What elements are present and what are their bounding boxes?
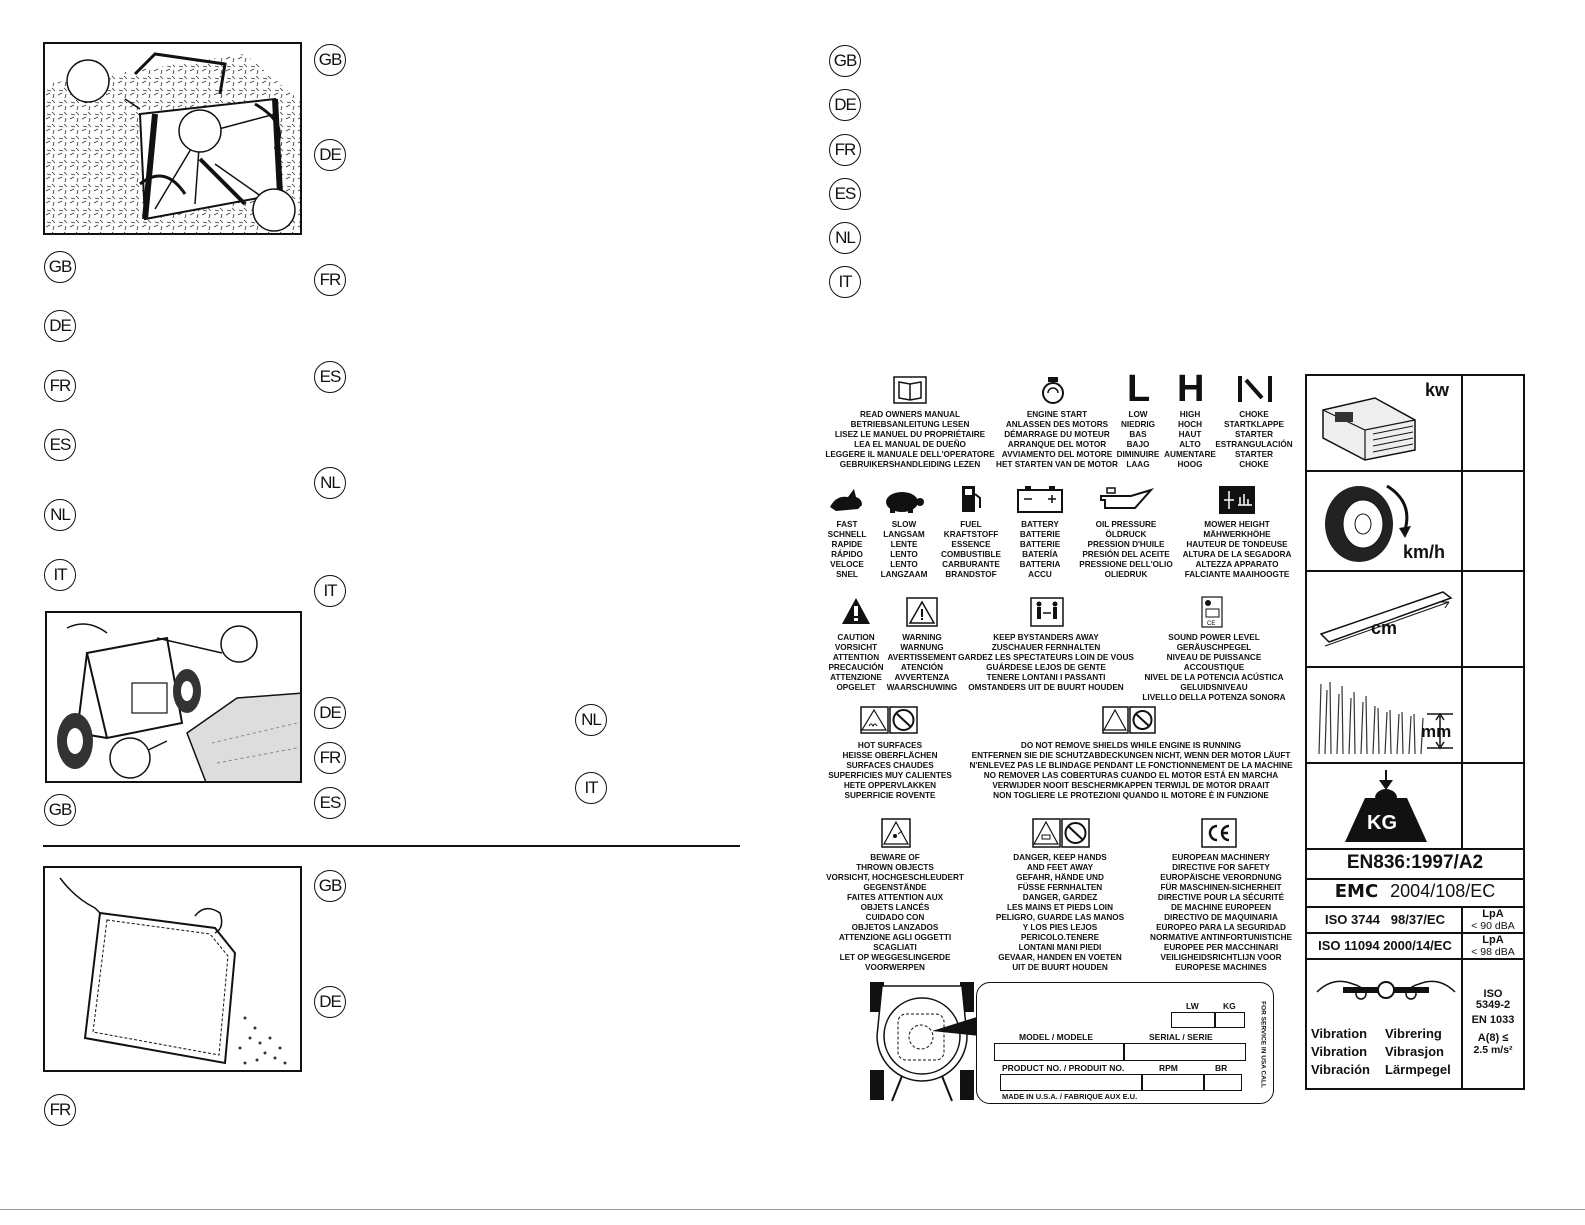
vibration-word: Vibración — [1311, 1062, 1371, 1077]
plate-serial-label: SERIAL / SERIE — [1149, 1032, 1213, 1042]
spec-divider — [1307, 958, 1523, 960]
caption-mower-height: MOWER HEIGHT MÄHWERKHÖHE HAUTEUR DE TONDEUSE ALTURA DE LA SEGADORA ALTEZZA APPARATO FALCIANTE MAAIHOOGTE — [1182, 520, 1292, 579]
a8-label: A(8) ≤ — [1477, 1032, 1509, 1044]
iso5349-label: ISO — [1483, 988, 1503, 1000]
spec-divider — [1307, 762, 1523, 764]
thrown-objects-icon — [881, 818, 911, 853]
lang-marker-it: IT — [829, 266, 861, 298]
a8-value: 2.5 m/s² — [1473, 1044, 1513, 1056]
section-divider — [43, 845, 740, 847]
caption-hot-surfaces: HOT SURFACES HEISSE OBERFLÄCHEN SURFACES CHAUDES SUPERFICIES MUY CALIENTES HETE OPPERVLAKKEN SUPERFICIE ROVENTE — [828, 741, 952, 800]
plate-serial-field — [1124, 1043, 1246, 1061]
hands-feet-icon — [1032, 818, 1090, 853]
lang-marker-it: IT — [44, 559, 76, 591]
lang-marker-fr: FR — [44, 370, 76, 402]
hare-icon — [826, 487, 866, 518]
low-icon: L — [1127, 368, 1151, 410]
wheel-icon — [1317, 476, 1417, 566]
vibration-word: Vibrasjon — [1385, 1044, 1445, 1059]
lang-marker-gb: GB — [44, 251, 76, 283]
lang-marker-it: IT — [314, 575, 346, 607]
caption-oil-pressure: OIL PRESSURE ÖLDRUCK PRESSION D'HUILE PRESIÓN DEL ACEITE PRESSIONE DELL'OLIO OLIEDRUK — [1079, 520, 1173, 579]
lang-marker-gb: GB — [829, 45, 861, 77]
caption-fast: FAST SCHNELL RAPIDE RÁPIDO VELOCE SNEL — [827, 520, 867, 579]
lang-marker-es: ES — [44, 429, 76, 461]
spec-panel — [1305, 374, 1525, 1090]
caption-bystanders: KEEP BYSTANDERS AWAY ZUSCHAUER FERNHALTEN GARDEZ LES SPECTATEURS LOIN DE VOUS GUÁRDESE LEJOS DE GENTE TENERE LONTANI I PASSANTI OMSTANDERS UIT DE BUURT HOUDEN — [958, 633, 1134, 692]
spec-kw-label: kw — [1425, 380, 1450, 400]
plate-br-field — [1204, 1074, 1242, 1091]
standard-en836: EN836:1997/A2 — [1346, 852, 1484, 873]
spec-divider — [1461, 376, 1463, 848]
warning-icon — [906, 597, 938, 632]
lpa-label-1: LpA — [1482, 908, 1504, 920]
spec-kg-label: KG — [1367, 812, 1397, 834]
lang-marker-es: ES — [829, 178, 861, 210]
hot-surfaces-icon — [860, 706, 918, 739]
plate-made-in: MADE IN U.S.A. / FABRIQUE AUX E.U. — [1002, 1092, 1138, 1101]
oil-can-icon — [1099, 486, 1155, 517]
lang-marker-nl: NL — [314, 467, 346, 499]
svg-text:CE: CE — [1207, 621, 1216, 627]
turtle-icon — [880, 490, 926, 519]
caption-warning: WARNING WARNUNG AVERTISSEMENT ATENCIÓN AVVERTENZA WAARSCHUWING — [886, 633, 958, 692]
spec-kmh-label: km/h — [1403, 542, 1446, 562]
high-icon: H — [1177, 368, 1205, 410]
plate-service-text: FOR SERVICE IN USA CALL — [1259, 1001, 1267, 1088]
lpa-value-2: < 98 dBA — [1471, 946, 1515, 958]
grass-bag-illustration — [43, 42, 302, 235]
lang-marker-de: DE — [314, 697, 346, 729]
engine-icon — [1315, 390, 1425, 462]
caption-engine-start: ENGINE START ANLASSEN DES MOTORS DÉMARRAGE DU MOTEUR ARRANQUE DEL MOTOR AVVIAMENTO DEL MOTORE HET STARTEN VAN DE MOTOR — [996, 410, 1118, 469]
standard-emc — [1307, 881, 1523, 902]
spec-divider — [1307, 666, 1523, 668]
plate-product-label: PRODUCT NO. / PRODUIT NO. — [1002, 1063, 1125, 1073]
data-plate — [976, 982, 1274, 1104]
vibration-word: Vibrering — [1385, 1026, 1442, 1041]
lpa-label-2: LpA — [1482, 934, 1504, 946]
battery-icon — [1016, 484, 1064, 519]
lang-marker-gb: GB — [314, 44, 346, 76]
lang-marker-gb: GB — [44, 794, 76, 826]
engine-start-icon — [1040, 376, 1066, 411]
lang-marker-fr: FR — [829, 134, 861, 166]
caption-choke: CHOKE STARTKLAPPE STARTER ESTRANGULACIÓN STARTER CHOKE — [1215, 410, 1293, 469]
bystanders-icon — [1030, 597, 1064, 632]
lang-marker-de: DE — [314, 986, 346, 1018]
vibration-word: Vibration — [1311, 1044, 1368, 1059]
spec-divider — [1307, 878, 1523, 880]
plate-model-field — [994, 1043, 1124, 1061]
mower-top-view-illustration — [862, 976, 982, 1111]
caption-thrown-objects: BEWARE OF THROWN OBJECTS VORSICHT, HOCHGESCHLEUDERT GEGENSTÄNDE FAITES ATTENTION AUX OBJETS LANCÉS CUIDADO CON OBJETOS LANZADOS ATTENZIONE AGLI OGGETTI SCAGLIATI LET OP WEGGESLINGERDE VOORWERPEN — [826, 853, 964, 972]
spec-divider — [1307, 570, 1523, 572]
lang-marker-fr: FR — [314, 264, 346, 296]
plate-product-field — [1000, 1074, 1142, 1091]
spec-cm-label: cm — [1371, 618, 1398, 638]
lang-marker-gb: GB — [314, 870, 346, 902]
lang-marker-fr: FR — [44, 1094, 76, 1126]
vibration-word: Vibration — [1311, 1026, 1368, 1041]
lang-marker-es: ES — [314, 361, 346, 393]
empty-bag-illustration — [43, 866, 302, 1072]
emc-label: EMC — [1334, 881, 1379, 902]
lang-marker-es: ES — [314, 787, 346, 819]
sound-power-icon — [1201, 596, 1223, 633]
caption-hands-feet: DANGER, KEEP HANDS AND FEET AWAY GEFAHR, HÄNDE UND FÜSSE FERNHALTEN DANGER, GARDEZ LES MAINS ET PIEDS LOIN PELIGRO, GUARDE LAS MANOS Y LOS PIES LEJOS PERICOLO.TENERE LONTANI MANI PIEDI GEVAAR, HANDEN EN VOETEN UIT DE BUURT HOUDEN — [995, 853, 1125, 972]
plate-lw-label: LW — [1186, 1001, 1199, 1011]
plate-rpm-label: RPM — [1159, 1063, 1178, 1073]
lang-marker-de: DE — [44, 310, 76, 342]
mower-bag-illustration — [45, 611, 302, 783]
caption-high: HIGH HOCH HAUT ALTO AUMENTARE HOOG — [1164, 410, 1216, 469]
standard-iso11094: ISO 11094 2000/14/EC — [1318, 938, 1452, 953]
plate-kg-label: KG — [1223, 1001, 1236, 1011]
caption-slow: SLOW LANGSAM LENTE LENTO LENTO LANGZAAM — [880, 520, 928, 579]
mower-height-icon — [1218, 485, 1256, 520]
spec-divider — [1307, 470, 1523, 472]
lang-marker-fr: FR — [314, 742, 346, 774]
plate-kg-field — [1215, 1012, 1245, 1028]
book-icon — [893, 376, 927, 409]
lang-marker-it: IT — [575, 772, 607, 804]
caution-icon — [840, 596, 872, 631]
page-bottom-rule — [0, 1209, 1585, 1210]
caption-shields: DO NOT REMOVE SHIELDS WHILE ENGINE IS RUNNING ENTFERNEN SIE DIE SCHUTZABDECKUNGEN NICHT, WENN DER MOTOR LÄUFT N'ENLEVEZ PAS LE BLINDAGE PENDANT LE FONCTIONNEMENT DE LA MACHINE NO REMOVER LAS COBERTURAS CUANDO EL MOTOR ESTÁ EN MARCHA VERWIJDER NOOIT BESCHERMKAPPEN TERWIJL DE MOTOR DRAAIT NON TOGLIERE LE PROTEZIONI QUANDO IL MOTORE È IN FUNZIONE — [969, 741, 1293, 800]
lang-marker-nl: NL — [829, 222, 861, 254]
spec-divider — [1307, 848, 1523, 850]
plate-model-label: MODEL / MODELE — [1019, 1032, 1093, 1042]
caption-sound-power: SOUND POWER LEVEL GERÄUSCHPEGEL NIVEAU DE PUISSANCE ACCOUSTIQUE NIVEL DE LA POTENCIA ACÚSTICA GELUIDSNIVEAU LIVELLO DELLA POTENZA SONORA — [1142, 633, 1286, 702]
plate-lw-field — [1171, 1012, 1215, 1028]
iso5349-number: 5349-2 — [1475, 999, 1511, 1011]
en1033-label: EN 1033 — [1471, 1014, 1515, 1026]
choke-icon — [1236, 374, 1274, 409]
caption-fuel: FUEL KRAFTSTOFF ESSENCE COMBUSTIBLE CARBURANTE BRANDSTOF — [940, 520, 1002, 579]
shields-icon — [1102, 706, 1156, 739]
ce-mark-icon — [1201, 818, 1237, 853]
lang-marker-nl: NL — [44, 499, 76, 531]
plate-rpm-field — [1142, 1074, 1204, 1091]
lpa-value-1: < 90 dBA — [1471, 920, 1515, 932]
standard-iso3744: ISO 3744 98/37/EC — [1325, 912, 1445, 927]
caption-low: LOW NIEDRIG BAS BAJO DIMINUIRE LAAG — [1116, 410, 1160, 469]
caption-caution: CAUTION VORSICHT ATTENTION PRECAUCIÓN ATTENZIONE OPGELET — [828, 633, 884, 692]
plate-br-label: BR — [1215, 1063, 1228, 1073]
emc-directive: 2004/108/EC — [1390, 881, 1496, 901]
lang-marker-de: DE — [314, 139, 346, 171]
lang-marker-nl: NL — [575, 704, 607, 736]
grass-height-icon — [1315, 676, 1461, 758]
fuel-icon — [958, 484, 984, 519]
vibration-word: Lärmpegel — [1385, 1062, 1451, 1077]
lang-marker-de: DE — [829, 89, 861, 121]
caption-read-manual: READ OWNERS MANUAL BETRIEBSANLEITUNG LESEN LISEZ LE MANUEL DU PROPRIÉTAIRE LEA EL MANUAL DE DUEÑO LEGGERE IL MANUALE DELL'OPERATORE GEBRUIKERSHANDLEIDING LEZEN — [825, 410, 995, 469]
vibration-hands-icon — [1313, 972, 1459, 1008]
caption-ce: EUROPEAN MACHINERY DIRECTIVE FOR SAFETY EUROPÄISCHE VERORDNUNG FÜR MASCHINEN-SICHERHEIT DIRECTIVE POUR LA SÉCURITÉ DE MACHINE EUROPEEN DIRECTIVO DE MAQUINARIA EUROPEO PARA LA SEGURIDAD NORMATIVE ANTINFORTUNISTICHE EUROPEE PER MACCHINARI VEILIGHEIDSRICHTLIJN VOOR EUROPESE MACHINES — [1150, 853, 1292, 972]
caption-battery: BATTERY BATTERIE BATTERIE BATERÍA BATTERIA ACCU — [1019, 520, 1061, 579]
spec-mm-label: mm — [1421, 722, 1452, 741]
